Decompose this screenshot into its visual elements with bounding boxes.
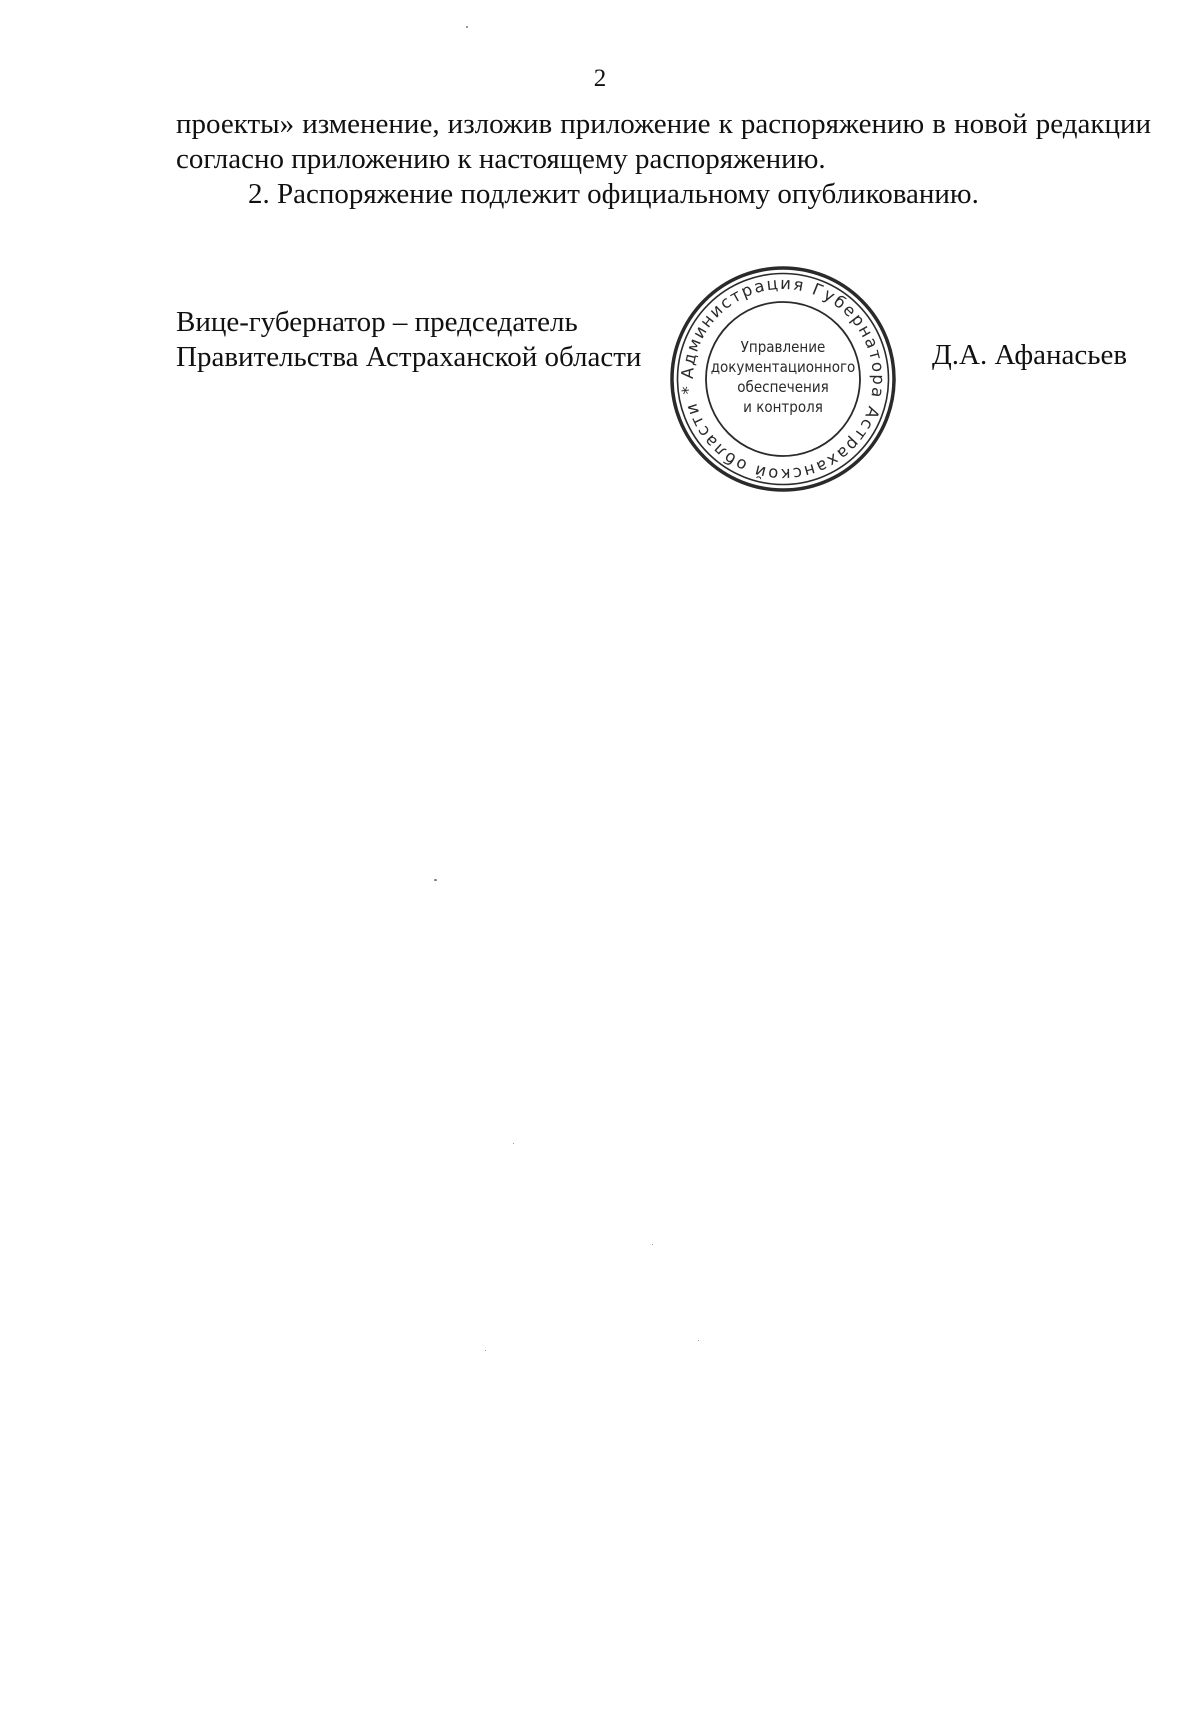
paragraph-1: [176, 107, 1151, 177]
scan-speck: [652, 1244, 653, 1245]
seal-center-line-4: и контроля: [743, 398, 823, 416]
seal-graphic: [668, 264, 898, 494]
scan-speck: [698, 1340, 699, 1341]
page-number: 2: [593, 65, 607, 92]
paragraph-1-line-2: согласно приложению к настоящему распоряжению.: [176, 143, 826, 175]
signer-position: [176, 305, 641, 375]
signer-name: Д.А. Афанасьев: [932, 339, 1128, 371]
paragraph-1-line-1: проекты» изменение, изложив приложение к распоряжению в новой редакции: [176, 108, 1151, 140]
seal-ring-text: Администрация Губернатора Астраханской области *: [677, 273, 889, 485]
signer-position-line-1: Вице-губернатор – председатель: [176, 306, 578, 338]
document-body: [176, 107, 1151, 212]
signer-position-line-2: Правительства Астраханской области: [176, 341, 642, 373]
seal-center-line-2: документационного: [710, 358, 856, 376]
scan-speck: [434, 879, 437, 881]
seal-center-line-3: обеспечения: [737, 378, 829, 396]
scan-speck: [485, 1350, 486, 1351]
scan-speck: [466, 26, 468, 28]
paragraph-2: 2. Распоряжение подлежит официальному опубликованию.: [248, 178, 979, 210]
official-seal: [668, 264, 898, 494]
scan-speck: [513, 1143, 514, 1144]
seal-center-line-1: Управление: [740, 338, 826, 356]
